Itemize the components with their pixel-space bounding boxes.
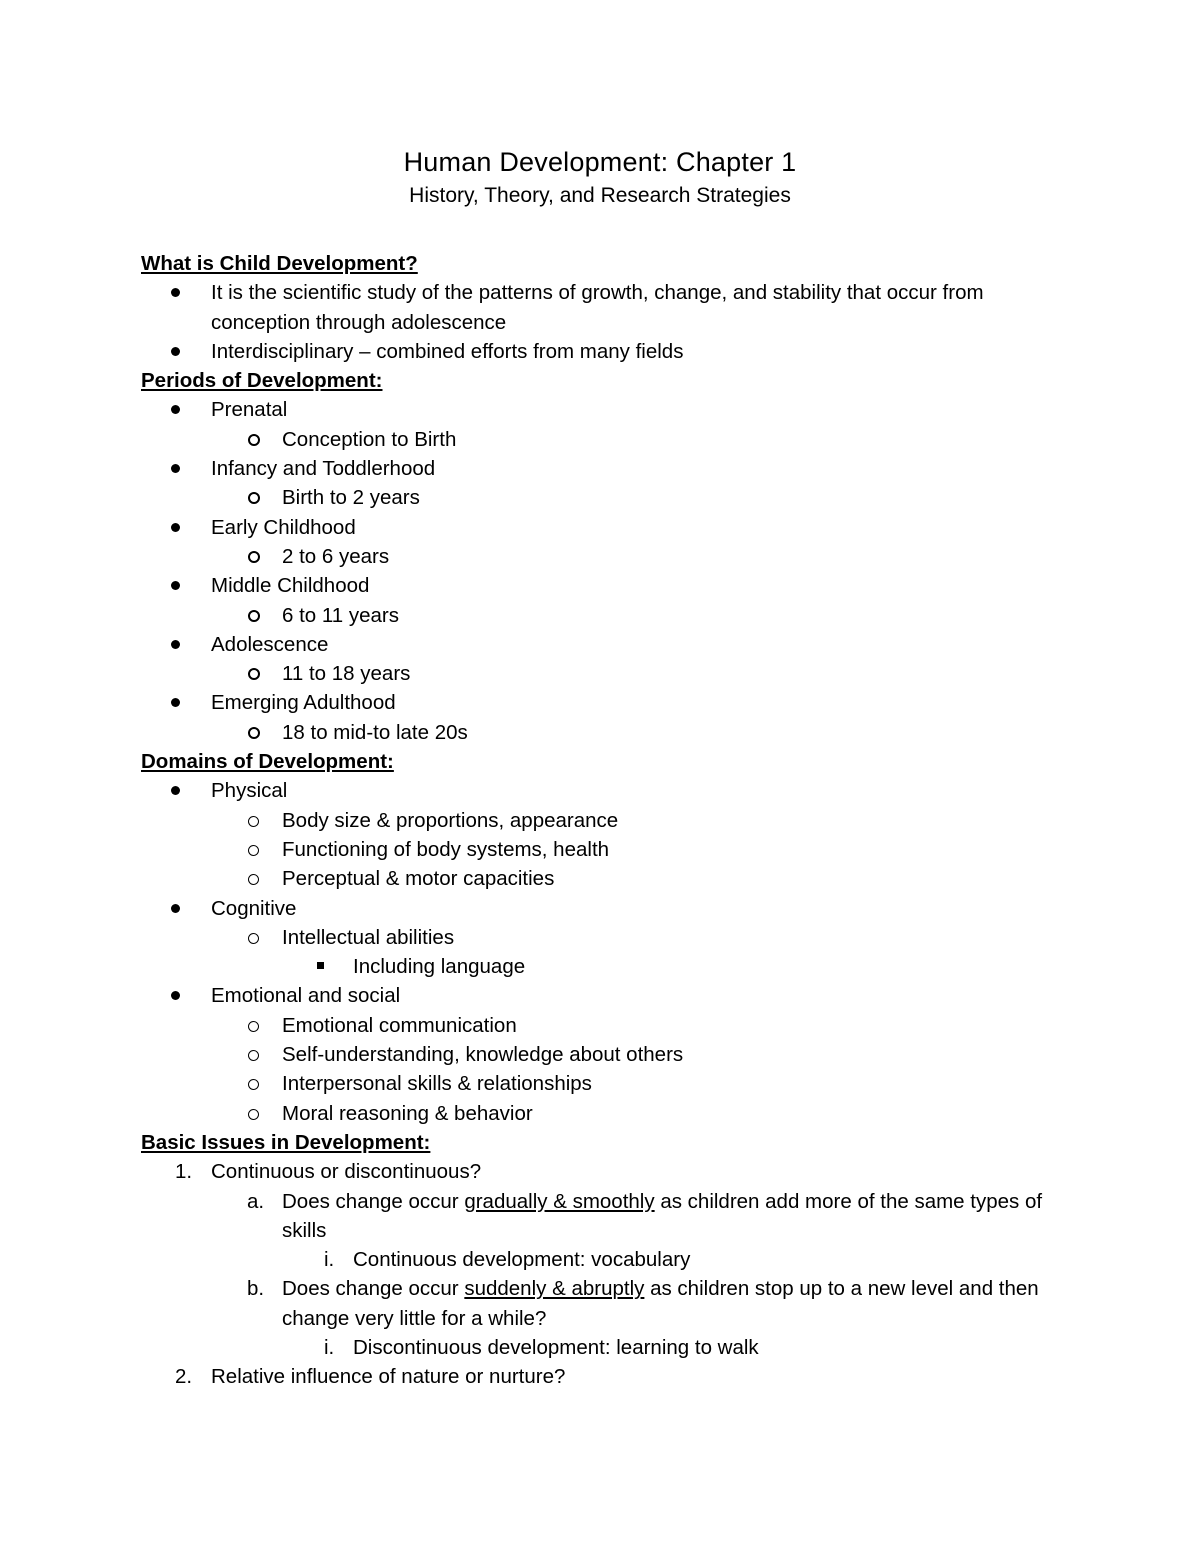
- domain-detail: [141, 806, 1071, 835]
- period-range: [141, 601, 1071, 630]
- domain-item: [141, 981, 1071, 1010]
- domain-subdetail: [141, 952, 1071, 981]
- domain-detail-text: Emotional communication: [282, 1013, 517, 1037]
- circle-bullet-icon: [248, 668, 260, 680]
- domain-label: Physical: [211, 779, 288, 803]
- bullet-icon: [171, 581, 180, 590]
- square-bullet-icon: [317, 962, 324, 969]
- period-range-text: 6 to 11 years: [282, 603, 399, 627]
- title-block: [0, 144, 1200, 212]
- issue-subitem: [141, 1187, 1071, 1246]
- bullet-icon: [171, 640, 180, 649]
- domain-label: Emotional and social: [211, 984, 401, 1008]
- circle-bullet-icon: [248, 492, 260, 504]
- circle-bullet-icon: [248, 434, 260, 446]
- period-label: Prenatal: [211, 398, 288, 422]
- issue-example-text: Discontinuous development: learning to walk: [353, 1335, 759, 1359]
- domain-detail-text: Intellectual abilities: [282, 925, 455, 949]
- period-label: Adolescence: [211, 632, 329, 656]
- domain-detail: [141, 1011, 1071, 1040]
- issue-example-text: Continuous development: vocabulary: [353, 1248, 691, 1272]
- bullet-icon: [171, 698, 180, 707]
- bullet-icon: [171, 991, 180, 1000]
- period-item: [141, 395, 1071, 424]
- circle-bullet-icon: [248, 1050, 259, 1061]
- period-range: [141, 483, 1071, 512]
- bullet-icon: [171, 464, 180, 473]
- domain-detail: [141, 923, 1071, 952]
- bullet-icon: [171, 904, 180, 913]
- period-label: Middle Childhood: [211, 574, 370, 598]
- domain-detail: [141, 1099, 1071, 1128]
- list-number: 2.: [175, 1365, 193, 1389]
- period-item: [141, 513, 1071, 542]
- issue-item: [141, 1362, 1071, 1391]
- issue-example: [141, 1333, 1071, 1362]
- circle-bullet-icon: [248, 845, 259, 856]
- list-roman: i.: [324, 1335, 335, 1359]
- period-item: [141, 688, 1071, 717]
- domain-detail-text: Body size & proportions, appearance: [282, 808, 619, 832]
- domain-detail-text: Perceptual & motor capacities: [282, 867, 555, 891]
- list-item: [141, 278, 1071, 337]
- issue-subitem: [141, 1274, 1071, 1333]
- domain-detail: [141, 1069, 1071, 1098]
- heading-what-is: What is Child Development?: [141, 252, 418, 275]
- circle-bullet-icon: [248, 727, 260, 739]
- list-letter: a.: [247, 1189, 265, 1213]
- underlined-text: gradually & smoothly: [464, 1189, 655, 1213]
- circle-bullet-icon: [248, 551, 260, 563]
- period-item: [141, 454, 1071, 483]
- bullet-icon: [171, 288, 180, 297]
- circle-bullet-icon: [248, 1021, 259, 1032]
- domain-item: [141, 894, 1071, 923]
- bullet-icon: [171, 523, 180, 532]
- issue-item: [141, 1157, 1071, 1186]
- period-range: [141, 425, 1071, 454]
- issue-subitem-text: [282, 1274, 1071, 1333]
- domain-detail-text: Interpersonal skills & relationships: [282, 1072, 592, 1096]
- list-letter: b.: [247, 1277, 265, 1301]
- list-number: 1.: [175, 1160, 193, 1184]
- domain-detail: [141, 864, 1071, 893]
- heading-domains: Domains of Development:: [141, 750, 394, 774]
- domain-detail-text: Self-understanding, knowledge about others: [282, 1043, 684, 1067]
- period-range-text: Conception to Birth: [282, 427, 457, 451]
- bullet-icon: [171, 405, 180, 414]
- domain-detail-text: Functioning of body systems, health: [282, 837, 610, 861]
- list-item-text: Interdisciplinary – combined efforts from many fields: [211, 339, 684, 363]
- period-label: Infancy and Toddlerhood: [211, 457, 436, 481]
- period-range-text: 18 to mid-to late 20s: [282, 720, 468, 744]
- period-range-text: 11 to 18 years: [282, 662, 411, 686]
- text-run: as children add more of the same types of skills: [282, 1189, 1043, 1242]
- period-label: Emerging Adulthood: [211, 691, 396, 715]
- period-range-text: 2 to 6 years: [282, 544, 390, 568]
- list-item: [141, 337, 1071, 366]
- domain-subdetail-text: Including language: [353, 955, 526, 979]
- text-run: Does change occur: [282, 1189, 465, 1213]
- document-body: [141, 249, 1071, 1392]
- circle-bullet-icon: [248, 874, 259, 885]
- circle-bullet-icon: [248, 1109, 259, 1120]
- domain-detail: [141, 1040, 1071, 1069]
- doc-subtitle: History, Theory, and Research Strategies: [409, 184, 791, 207]
- circle-bullet-icon: [248, 610, 260, 622]
- bullet-icon: [171, 347, 180, 356]
- circle-bullet-icon: [248, 933, 259, 944]
- domain-detail: [141, 835, 1071, 864]
- issue-text: Continuous or discontinuous?: [211, 1160, 482, 1184]
- doc-title: Human Development: Chapter 1: [403, 147, 797, 177]
- bullet-icon: [171, 786, 180, 795]
- domain-detail-text: Moral reasoning & behavior: [282, 1101, 533, 1125]
- issue-example: [141, 1245, 1071, 1274]
- period-item: [141, 571, 1071, 600]
- list-item-text: It is the scientific study of the patterns of growth, change, and stability that occur from conception through adolescence: [211, 281, 984, 334]
- circle-bullet-icon: [248, 816, 259, 827]
- period-item: [141, 630, 1071, 659]
- text-run: as children stop up to a new level and then change very little for a while?: [282, 1277, 1039, 1330]
- issue-subitem-text: [282, 1187, 1071, 1246]
- domain-item: [141, 776, 1071, 805]
- underlined-text: suddenly & abruptly: [464, 1277, 645, 1301]
- heading-issues: Basic Issues in Development:: [141, 1130, 431, 1154]
- period-range: [141, 542, 1071, 571]
- period-range-text: Birth to 2 years: [282, 486, 420, 510]
- issue-text: Relative influence of nature or nurture?: [211, 1365, 566, 1389]
- list-roman: i.: [324, 1248, 335, 1272]
- period-range: [141, 659, 1071, 688]
- period-range: [141, 718, 1071, 747]
- circle-bullet-icon: [248, 1079, 259, 1090]
- heading-periods: Periods of Development:: [141, 369, 383, 393]
- text-run: Does change occur: [282, 1277, 465, 1301]
- period-label: Early Childhood: [211, 515, 356, 539]
- domain-label: Cognitive: [211, 896, 297, 920]
